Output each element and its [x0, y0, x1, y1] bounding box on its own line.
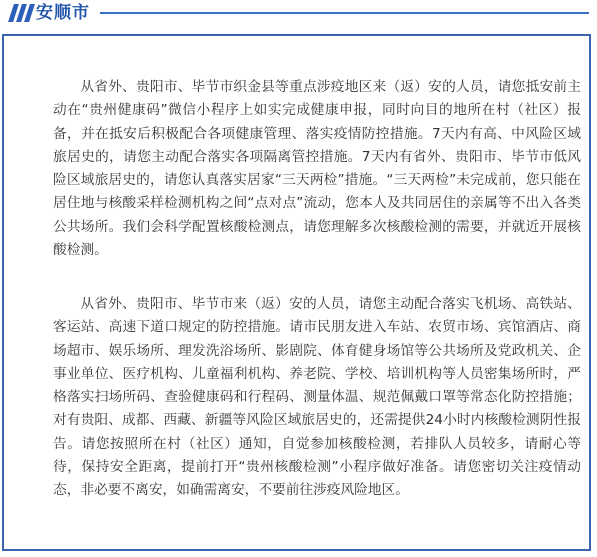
notice-paragraph-1: 从省外、贵阳市、毕节市织金县等重点涉疫地区来（返）安的人员，请您抵安前主动在“贵州健康码”微信小程序上如实完成健康申报，同时向目的地所在村（社区）报备，并在抵安后积极配合各项健康管理、落实疫情防控措施。7天内有高、中风险区域旅居史的，请您主动配合落实各项隔离管控措施。7天内有省外、贵阳市、毕节市低风险区域旅居史的，请您认真落实居家“三天两检”措施。“三天两检”未完成前，您只能在居住地与核酸采样检测机构之间“点对点”流动，您本人及共同居住的亲属等不出入各类公共场所。我们会科学配置核酸检测点，请您理解多次核酸检测的需要，并就近开展核酸检测。	[53, 79, 581, 259]
section-title: 安顺市	[36, 3, 90, 23]
notice-paragraph-2: 从省外、贵阳市、毕节市来（返）安的人员，请您主动配合落实飞机场、高铁站、客运站、高速下道口规定的防控措施。请市民朋友进入车站、农贸市场、宾馆酒店、商场超市、娱乐场所、理发洗浴场所、影剧院、体育健身场馆等公共场所及党政机关、企事业单位、医疗机构、儿童福利机构、养老院、学校、培训机构等人员密集场所时，严格落实扫场所码、查验健康码和行程码、测量体温、规范佩戴口罩等常态化防控措施；对有贵阳、成都、西藏、新疆等风险区域旅居史的，还需提供24小时内核酸检测阴性报告。请您按照所在村（社区）通知，自觉参加核酸检测，若排队人员较多，请耐心等待，保持安全距离，提前打开“贵州核酸检测”小程序做好准备。请您密切关注疫情动态，非必要不离安，如确需离安，不要前往涉疫风险地区。	[53, 296, 581, 499]
header-divider-line	[100, 12, 589, 14]
section-header	[6, 0, 591, 30]
header-stripes-icon	[8, 4, 34, 22]
